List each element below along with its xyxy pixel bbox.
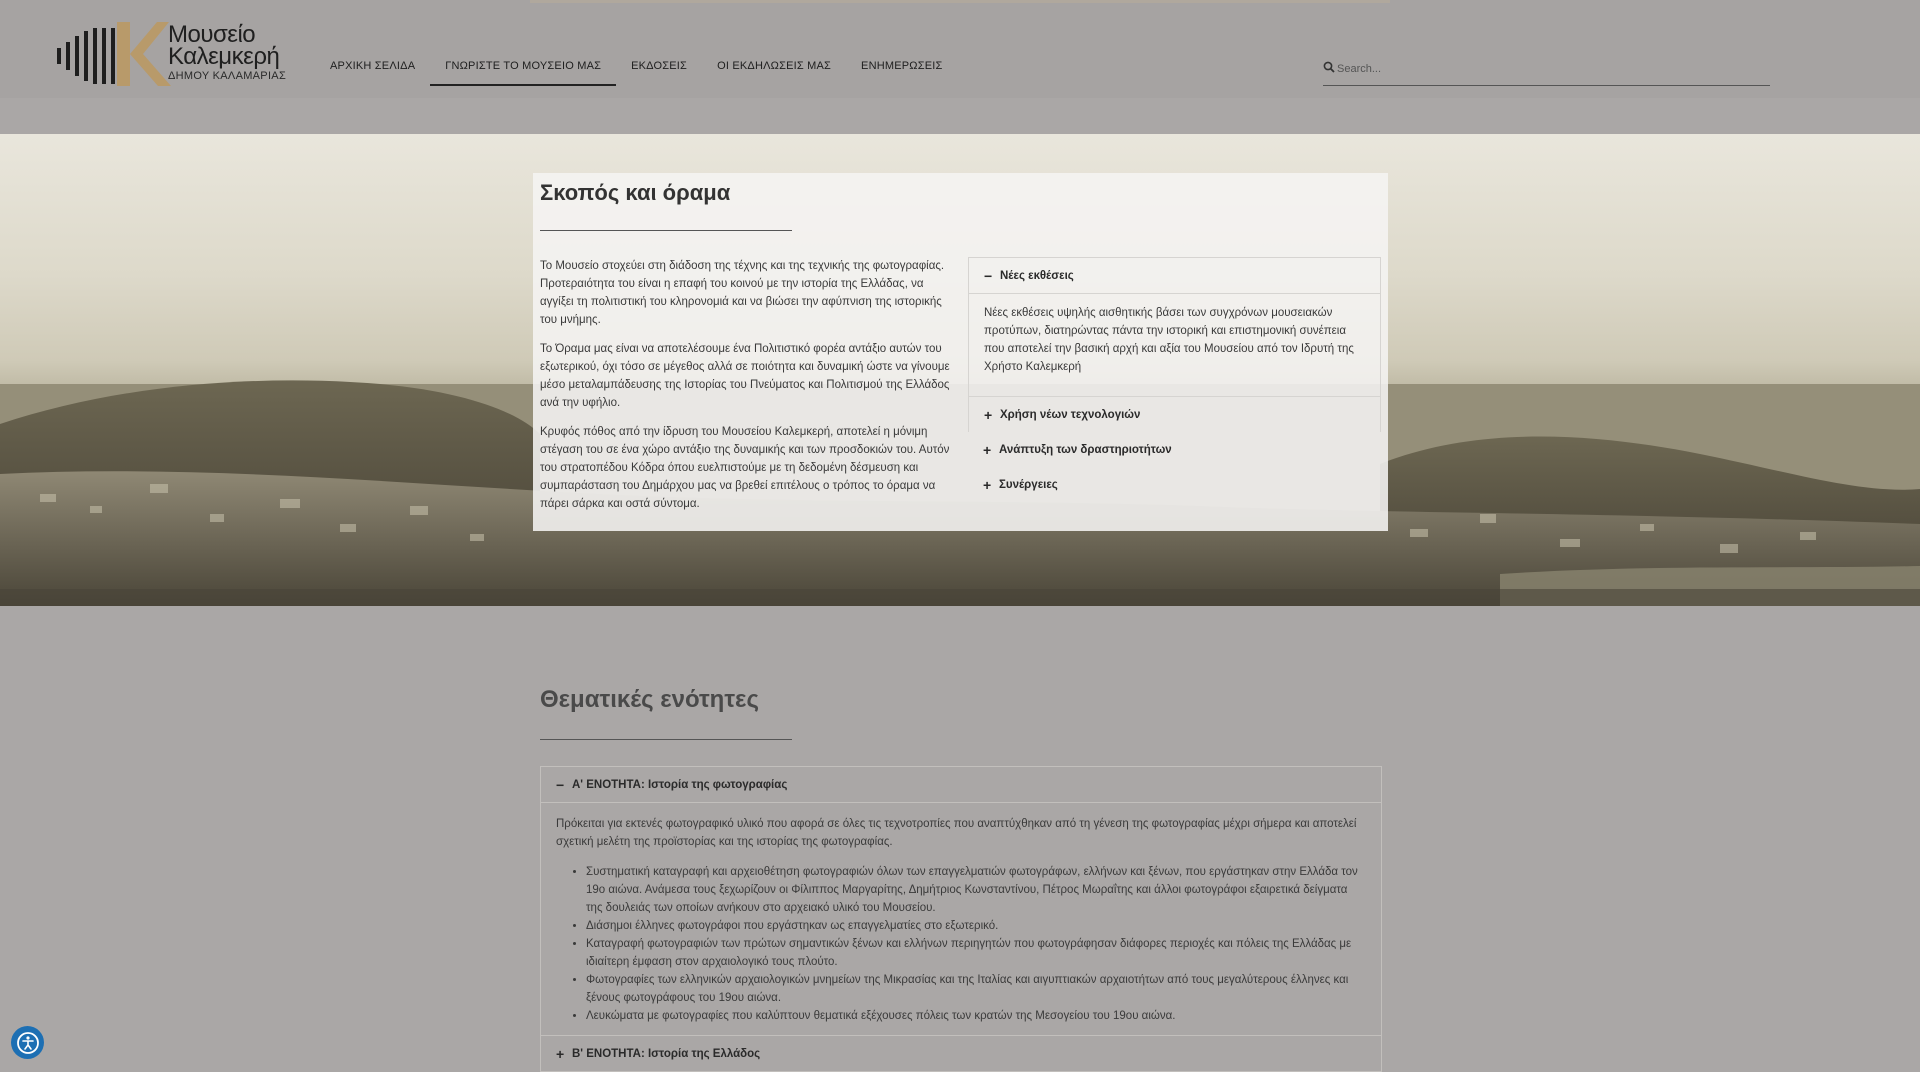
list-item: • Διάσημοι έλληνες φωτογράφοι που εργάστηκαν ως επαγγελματίες στο εξωτερικό. xyxy=(586,917,1366,935)
plus-icon: + xyxy=(983,476,992,493)
accordion-toggle-new-technologies[interactable] xyxy=(969,397,1380,432)
accordion-title: Χρήση νέων τεχνολογιών xyxy=(1000,408,1141,421)
header-top-accent xyxy=(530,0,1390,3)
mission-title-divider xyxy=(540,230,792,231)
mission-paragraph: Το Όραμα μας είναι να αποτελέσουμε ένα Πολιτιστικό φορέα αντάξιο αυτών του εξωτερικού, όχι τόσο σε μέγεθος αλλά σε ποιότητα και δυναμική ώστε να γίνουμε μέσο μεταλαμπάδευσης της Ιστορίας του Πνεύματος και Πολιτισμού της Ελλάδος ανά την υφήλιο. xyxy=(540,343,950,409)
list-item: • Λευκώματα με φωτογραφίες που καλύπτουν θεματικά εξέχουσες πόλεις των κρατών της Μεσογείου του 19ου αιώνα. xyxy=(586,1007,1366,1025)
mission-paragraph: Το Μουσείο στοχεύει στη διάδοση της τέχνης και της τεχνικής της φωτογραφίας. Προτεραιότητα του είναι η επαφή του κοινού με την ιστορία της Ελλάδας, να αγγίξει τη πολιτιστική του κληρονομιά και να βιώσει την αφύπνιση της ιστορικής του μνήμης. xyxy=(540,260,945,326)
accordion-toggle-activities[interactable] xyxy=(968,432,1381,467)
logo-subtitle: ΔΗΜΟΥ ΚΑΛΑΜΑΡΙΑΣ xyxy=(168,70,287,82)
site-logo[interactable] xyxy=(55,22,295,86)
themes-title: Θεματικές ενότητες xyxy=(540,686,759,713)
mission-paragraph: Κρυφός πόθος από την ίδρυση του Μουσείου Καλεμκερή, αποτελεί η μόνιμη στέγαση του σε ένα χώρο αντάξιο της δυναμικής και των προσδοκιών του. Αυτόν του στρατοπέδου Κόδρα όπου ευελπιστούμε με τη δεδομένη δέσμευση και συμπαράσταση του Δημάρχου μας να βρεθεί επιτέλους ο τρόπος το όραμα να πάρει σάρκα και οστά σύντομα. xyxy=(540,426,950,510)
nav-item-news[interactable]: ΕΝΗΜΕΡΩΣΕΙΣ xyxy=(861,60,943,72)
nav-item-home[interactable]: ΑΡΧΙΚΗ ΣΕΛΙΔΑ xyxy=(330,60,416,72)
mission-card xyxy=(533,173,1388,531)
accordion-toggle-synergies[interactable] xyxy=(968,467,1381,502)
logo-title xyxy=(168,21,280,70)
accordion-title: Συνέργειες xyxy=(999,478,1058,491)
accessibility-button[interactable] xyxy=(11,1026,44,1059)
search-box xyxy=(1323,57,1770,86)
minus-icon: − xyxy=(984,267,993,284)
accordion-toggle-photography-history[interactable] xyxy=(541,767,1381,802)
list-item: • Φωτογραφίες των ελληνικών αρχαιολογικών μνημείων της Μικρασίας και της Ιταλίας και αιγυπτιακών αρχαιοτήτων από τους μεγαλύτερους έλληνες και ξένους φωτογράφους του 19ου αιώνα. xyxy=(586,971,1366,1007)
mission-text xyxy=(540,257,956,524)
logo-title-line2: Καλεμκερή xyxy=(168,43,280,70)
accordion-item-new-exhibitions xyxy=(968,257,1381,396)
plus-icon: + xyxy=(556,1045,565,1062)
themes-accordion xyxy=(540,766,1382,1072)
list-item: • Συστηματική καταγραφή και αρχειοθέτηση φωτογραφιών όλων των επαγγελματιών φωτογράφων, ελλήνων και ξένων, που εργάστηκαν στην Ελλάδα τον 19ο αιώνα. Ανάμεσα τους ξεχωρίζουν οι Φίλιππος Μαργαρίτης, Δημήτριος Κωνσταντίνου, Πέτρος Μωραΐτης και άλλοι φωτογράφοι εξαιρετικά δείγματα της δουλειάς των οποίων ανήκουν στο αρχειακό υλικό του Μουσείου. xyxy=(586,863,1366,917)
accordion-title: Νέες εκθέσεις xyxy=(1000,269,1074,282)
accordion-item-new-technologies xyxy=(968,396,1381,432)
plus-icon: + xyxy=(984,406,993,423)
main-nav xyxy=(315,52,958,84)
mission-accordion xyxy=(968,257,1381,502)
accessibility-icon xyxy=(16,1031,40,1055)
accordion-item-synergies xyxy=(968,467,1381,502)
accordion-toggle-greece-history[interactable] xyxy=(541,1036,1381,1071)
list-item: • Καταγραφή φωτογραφιών των πρώτων σημαντικών ξένων και ελλήνων περιηγητών που φωτογράφησαν διάφορες περιοχές και πόλεις της Ελλάδας με ιδιαίτερη έμφαση στον αρχαιολογικό τους πλούτο. xyxy=(586,935,1366,971)
accordion-toggle-new-exhibitions[interactable] xyxy=(969,258,1380,293)
search-input[interactable] xyxy=(1335,57,1759,81)
theme-bullet-list xyxy=(556,863,1366,1025)
accordion-title: Β' ΕΝΟΤΗΤΑ: Ιστορία της Ελλάδος xyxy=(572,1047,761,1060)
logo-bars-icon xyxy=(55,28,125,84)
site-header xyxy=(0,0,1920,98)
themes-title-divider xyxy=(540,739,792,740)
accordion-title: Ανάπτυξη των δραστηριοτήτων xyxy=(999,443,1172,456)
accordion-item-activities xyxy=(968,432,1381,467)
nav-item-about-museum[interactable]: ΓΝΩΡΙΣΤΕ ΤΟ ΜΟΥΣΕΙΟ ΜΑΣ xyxy=(430,52,616,84)
logo-title-line1: Μουσείο xyxy=(168,21,256,48)
mission-title: Σκοπός και όραμα xyxy=(540,180,731,205)
search-icon[interactable] xyxy=(1323,61,1335,73)
nav-item-publications[interactable]: ΕΚΔΟΣΕΙΣ xyxy=(631,60,688,72)
accordion-title: Α' ΕΝΟΤΗΤΑ: Ιστορία της φωτογραφίας xyxy=(572,778,788,791)
plus-icon: + xyxy=(983,441,992,458)
accordion-body: Νέες εκθέσεις υψηλής αισθητικής βάσει των συγχρόνων μουσειακών προτύπων, διατηρώντας πάντα την ιστορική και επιστημονική συνέπεια που αποτελεί την βασική αρχή και αξία του Μουσείου από τον Ιδρυτή της Χρήστο Καλεμκερή xyxy=(969,293,1380,396)
theme-intro: Πρόκειται για εκτενές φωτογραφικό υλικό που αφορά σε όλες τις τεχνοτροπίες που αναπτύχθηκαν από τη γένεση της φωτογραφίας μέχρι σήμερα και αποτελεί σχετική μελέτη της προϊστορίας και της ιστορίας της φωτογραφίας. xyxy=(556,818,1357,848)
nav-item-events[interactable]: ΟΙ ΕΚΔΗΛΩΣΕΙΣ ΜΑΣ xyxy=(717,60,832,72)
minus-icon: − xyxy=(556,776,565,793)
accordion-body xyxy=(541,802,1381,1035)
